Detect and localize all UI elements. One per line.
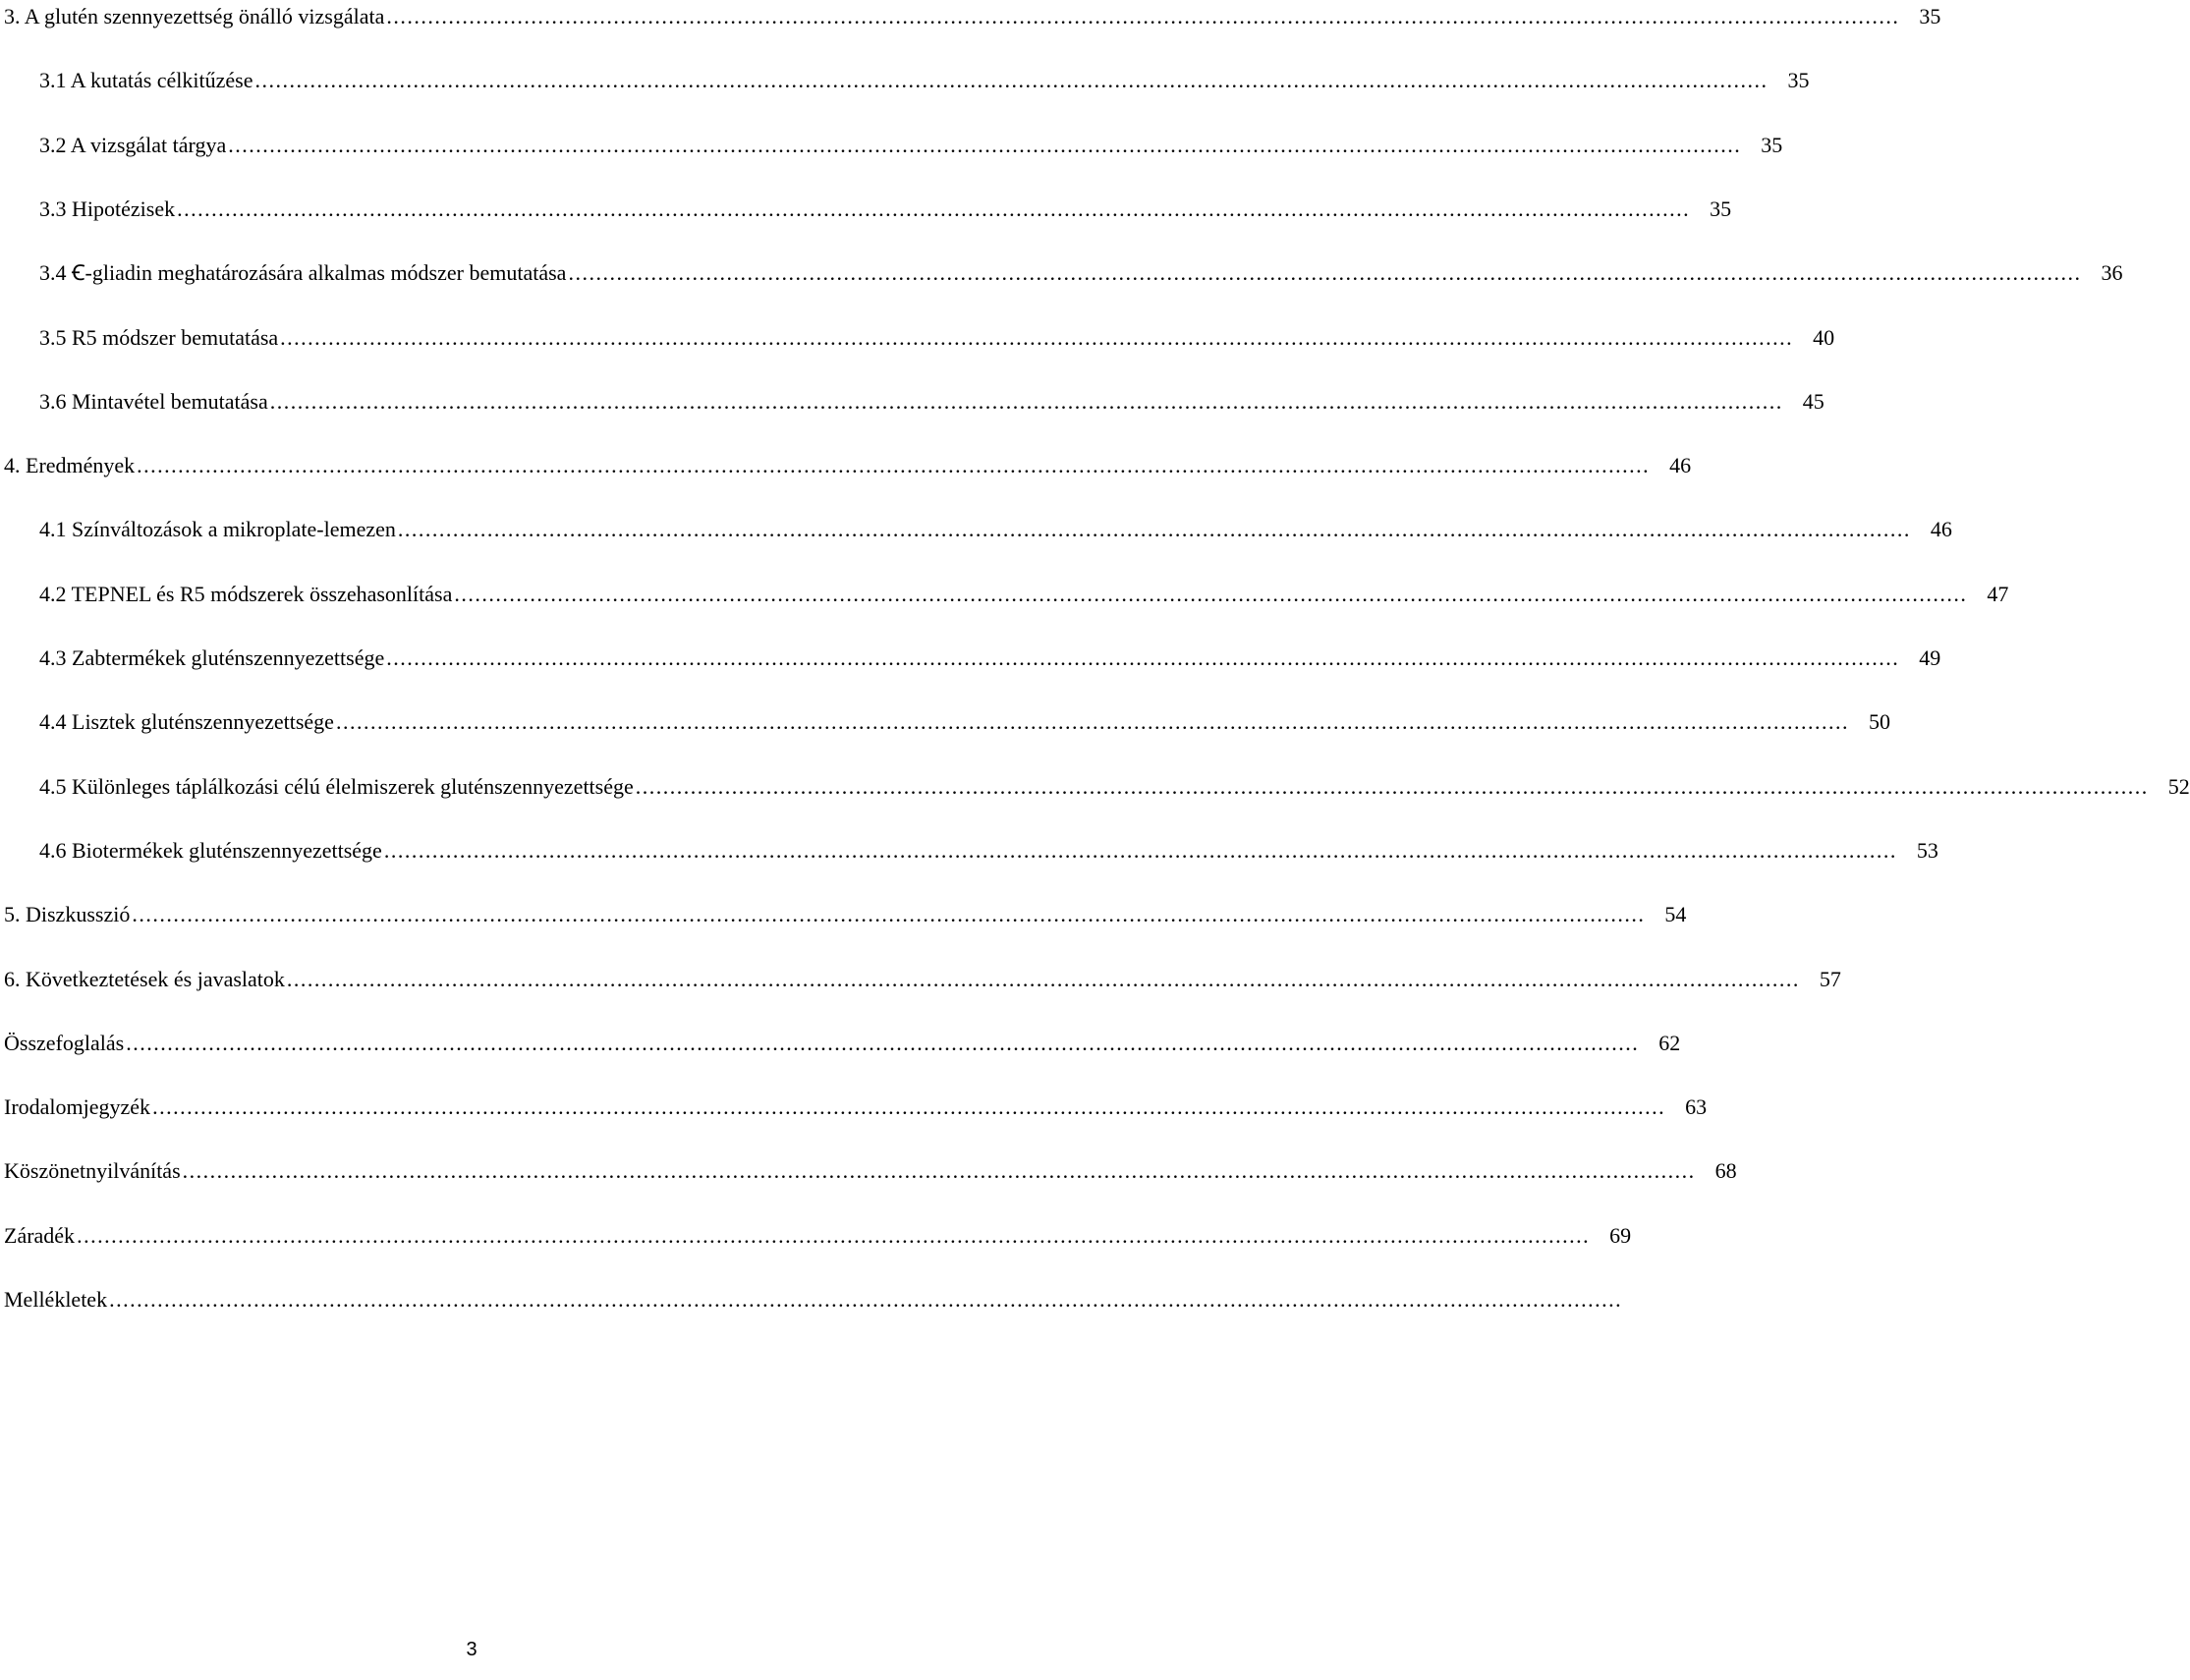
toc-dot-leader: ............................................................................................................................................................................................................................ bbox=[269, 388, 1783, 414]
toc-entry[interactable] bbox=[4, 963, 1841, 996]
page-number: 3 bbox=[466, 1639, 477, 1660]
toc-entry-label: 3.2 A vizsgálat tárgya bbox=[39, 132, 227, 157]
toc-entry-label: Záradék bbox=[4, 1222, 76, 1248]
toc-entry-label: Irodalomjegyzék bbox=[4, 1094, 151, 1120]
toc-entry[interactable] bbox=[39, 642, 1941, 675]
toc-dot-leader: ............................................................................................................................................................................................................................ bbox=[286, 966, 1800, 991]
toc-dot-leader: ............................................................................................................................................................................................................................ bbox=[335, 709, 1849, 735]
toc-entry[interactable] bbox=[4, 449, 1692, 482]
toc-entry-label: 4.5 Különleges táplálkozási célú élelmiszerek gluténszennyezettsége bbox=[39, 773, 634, 799]
toc-dot-leader: ............................................................................................................................................................................................................................ bbox=[126, 1030, 1640, 1055]
toc-entry[interactable] bbox=[39, 385, 1825, 419]
toc-entry[interactable] bbox=[4, 898, 1687, 931]
toc-dot-leader: ............................................................................................................................................................................................................................ bbox=[132, 902, 1646, 927]
toc-entry-page-number: 35 bbox=[1919, 4, 1941, 28]
toc-entry-page-number: 52 bbox=[2167, 773, 2190, 799]
toc-entry-label: 3. A glutén szennyezettség önálló vizsgálata bbox=[4, 4, 385, 28]
toc-entry[interactable] bbox=[39, 256, 2123, 290]
toc-entry[interactable] bbox=[39, 64, 1810, 97]
toc-entry-label: 3.3 Hipotézisek bbox=[39, 196, 176, 221]
toc-entry-page-number: 49 bbox=[1919, 645, 1941, 670]
toc-entry-page-number: 47 bbox=[1987, 581, 2009, 606]
toc-entry-page-number: 69 bbox=[1609, 1222, 1632, 1248]
toc-dot-leader: ............................................................................................................................................................................................................................ bbox=[152, 1094, 1666, 1120]
toc-entry-label: 3.5 R5 módszer bemutatása bbox=[39, 324, 279, 350]
toc-entry-label: 6. Következtetések és javaslatok bbox=[4, 966, 285, 991]
toc-entry-label: 4. Eredmények bbox=[4, 453, 136, 478]
toc-entry-page-number: 53 bbox=[1916, 837, 1938, 863]
toc-entry[interactable] bbox=[4, 1283, 1623, 1316]
toc-entry[interactable] bbox=[4, 1091, 1708, 1124]
toc-entry-page-number: 35 bbox=[1761, 132, 1783, 157]
toc-entry-label: 3.4 Ꞓ-gliadin meghatározására alkalmas módszer bemutatása bbox=[39, 260, 567, 286]
toc-entry-page-number: 35 bbox=[1710, 196, 1732, 221]
toc-dot-leader: ............................................................................................................................................................................................................................ bbox=[397, 517, 1911, 542]
toc-entry-label: 4.3 Zabtermékek gluténszennyezettsége bbox=[39, 645, 385, 670]
toc-entry-page-number: 45 bbox=[1802, 388, 1825, 414]
toc-entry-label: 4.1 Színváltozások a mikroplate-lemezen bbox=[39, 517, 396, 542]
toc-dot-leader: ............................................................................................................................................................................................................................ bbox=[228, 132, 1742, 157]
toc-entry-label: 3.6 Mintavétel bemutatása bbox=[39, 388, 268, 414]
toc-dot-leader: ............................................................................................................................................................................................................................ bbox=[109, 1287, 1623, 1312]
toc-dot-leader: ............................................................................................................................................................................................................................ bbox=[77, 1222, 1591, 1248]
toc-entry[interactable] bbox=[4, 1154, 1737, 1188]
toc-entry-label: 4.6 Biotermékek gluténszennyezettsége bbox=[39, 837, 382, 863]
toc-entry[interactable] bbox=[39, 193, 1732, 226]
toc-entry-label: Összefoglalás bbox=[4, 1030, 125, 1055]
toc-dot-leader: ............................................................................................................................................................................................................................ bbox=[280, 324, 1794, 350]
toc-entry-label: 4.2 TEPNEL és R5 módszerek összehasonlítása bbox=[39, 581, 453, 606]
toc-dot-leader: ............................................................................................................................................................................................................................ bbox=[177, 196, 1691, 221]
toc-dot-leader: ............................................................................................................................................................................................................................ bbox=[386, 4, 1900, 28]
toc-dot-leader: ............................................................................................................................................................................................................................ bbox=[254, 68, 1769, 93]
toc-entry-page-number: 62 bbox=[1658, 1030, 1681, 1055]
toc-entry-label: Köszönetnyilvánítás bbox=[4, 1158, 181, 1184]
toc-dot-leader: ............................................................................................................................................................................................................................ bbox=[182, 1158, 1696, 1184]
toc-dot-leader: ............................................................................................................................................................................................................................ bbox=[635, 773, 2149, 799]
toc-dot-leader: ............................................................................................................................................................................................................................ bbox=[568, 260, 2082, 286]
toc-entry-page-number: 40 bbox=[1813, 324, 1835, 350]
toc-entry-page-number: 46 bbox=[1930, 517, 1952, 542]
toc-entry[interactable] bbox=[39, 513, 1952, 546]
toc-entry[interactable] bbox=[39, 129, 1783, 162]
toc-entry-page-number: 68 bbox=[1714, 1158, 1737, 1184]
toc-entry-page-number: 50 bbox=[1868, 709, 1890, 735]
toc-entry-label: 5. Diszkusszió bbox=[4, 902, 131, 927]
toc-entry-label: 4.4 Lisztek gluténszennyezettsége bbox=[39, 709, 334, 735]
toc-entry[interactable] bbox=[39, 770, 2190, 804]
toc-dot-leader: ............................................................................................................................................................................................................................ bbox=[137, 453, 1651, 478]
toc-entry-label: Mellékletek bbox=[4, 1287, 108, 1312]
toc-entry[interactable] bbox=[39, 321, 1835, 355]
toc-entry-page-number: 57 bbox=[1819, 966, 1841, 991]
toc-entry-page-number: 46 bbox=[1669, 453, 1692, 478]
toc-dot-leader: ............................................................................................................................................................................................................................ bbox=[454, 581, 1968, 606]
toc-entry-page-number: 54 bbox=[1664, 902, 1687, 927]
toc-entry-label: 3.1 A kutatás célkitűzése bbox=[39, 68, 253, 93]
toc-entry[interactable] bbox=[39, 705, 1890, 739]
toc-entry-page-number: 63 bbox=[1685, 1094, 1708, 1120]
toc-dot-leader: ............................................................................................................................................................................................................................ bbox=[386, 645, 1900, 670]
toc-entry[interactable] bbox=[4, 1027, 1681, 1060]
toc-entry[interactable] bbox=[4, 1219, 1632, 1253]
toc-entry[interactable] bbox=[4, 0, 1941, 33]
toc-dot-leader: ............................................................................................................................................................................................................................ bbox=[383, 837, 1897, 863]
toc-entry[interactable] bbox=[39, 578, 2009, 611]
toc-entry[interactable] bbox=[39, 834, 1938, 868]
toc-entry-page-number: 36 bbox=[2101, 260, 2123, 286]
toc-entry-page-number: 35 bbox=[1787, 68, 1810, 93]
